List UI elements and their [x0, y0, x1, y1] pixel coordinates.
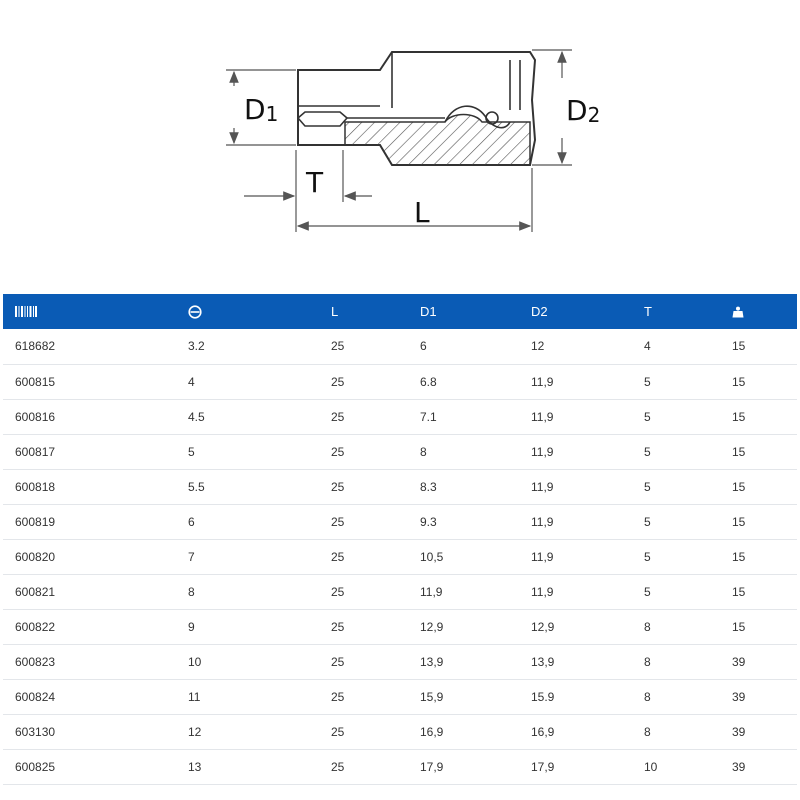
- socket-drawing: [0, 0, 800, 260]
- cell-t: 5: [632, 469, 720, 504]
- cell-d2: 17,9: [519, 749, 632, 784]
- cell-d1: 6: [408, 329, 519, 364]
- column-header-t: T: [644, 304, 652, 319]
- column-header-d1: D1: [420, 304, 437, 319]
- cell-weight: 15: [720, 364, 797, 399]
- cell-size: 12: [176, 714, 319, 749]
- cell-d1: 7.1: [408, 399, 519, 434]
- cell-d2: 11,9: [519, 434, 632, 469]
- cell-size: 13: [176, 749, 319, 784]
- cell-weight: 39: [720, 749, 797, 784]
- table-row: [3, 329, 797, 364]
- cell-size: 5.5: [176, 469, 319, 504]
- cell-weight: 15: [720, 469, 797, 504]
- table-row: [3, 609, 797, 644]
- table-row: [3, 434, 797, 469]
- column-header-weight: [720, 294, 797, 329]
- cell-weight: 15: [720, 539, 797, 574]
- column-header-size: [176, 294, 319, 329]
- table-row: [3, 469, 797, 504]
- cell-t: 5: [632, 434, 720, 469]
- cell-size: 5: [176, 434, 319, 469]
- cell-d2: 11,9: [519, 364, 632, 399]
- cell-weight: 15: [720, 609, 797, 644]
- cell-d1: 12,9: [408, 609, 519, 644]
- cell-weight: 15: [720, 574, 797, 609]
- barcode-icon: [15, 304, 37, 320]
- cell-code: 600823: [3, 644, 176, 679]
- cell-code: 600818: [3, 469, 176, 504]
- hex-size-icon: [188, 304, 202, 320]
- cell-weight: 15: [720, 504, 797, 539]
- cell-size: 8: [176, 574, 319, 609]
- cell-t: 5: [632, 364, 720, 399]
- cell-d1: 13,9: [408, 644, 519, 679]
- table-row: [3, 364, 797, 399]
- cell-d2: 12,9: [519, 609, 632, 644]
- cell-code: 600822: [3, 609, 176, 644]
- cell-t: 8: [632, 714, 720, 749]
- cell-code: 600816: [3, 399, 176, 434]
- cell-t: 5: [632, 504, 720, 539]
- cell-weight: 39: [720, 679, 797, 714]
- cell-d1: 8: [408, 434, 519, 469]
- table-row: [3, 574, 797, 609]
- cell-l: 25: [319, 574, 408, 609]
- cell-t: 5: [632, 399, 720, 434]
- cell-d2: 11,9: [519, 539, 632, 574]
- cell-t: 8: [632, 679, 720, 714]
- cell-code: 600819: [3, 504, 176, 539]
- cell-code: 600820: [3, 539, 176, 574]
- table-header-row: [3, 294, 797, 329]
- column-header-d2: D2: [531, 304, 548, 319]
- cell-code: 600824: [3, 679, 176, 714]
- column-header-code: [3, 294, 176, 329]
- cell-weight: 15: [720, 399, 797, 434]
- specification-table: [3, 294, 797, 785]
- cell-d1: 9.3: [408, 504, 519, 539]
- cell-size: 7: [176, 539, 319, 574]
- cell-d2: 11,9: [519, 504, 632, 539]
- cell-l: 25: [319, 434, 408, 469]
- cell-weight: 39: [720, 644, 797, 679]
- cell-l: 25: [319, 364, 408, 399]
- d1-label: D1: [244, 93, 279, 126]
- cell-d1: 17,9: [408, 749, 519, 784]
- cell-size: 9: [176, 609, 319, 644]
- cell-size: 11: [176, 679, 319, 714]
- cell-t: 5: [632, 539, 720, 574]
- cell-code: 600815: [3, 364, 176, 399]
- cell-l: 25: [319, 399, 408, 434]
- cell-l: 25: [319, 469, 408, 504]
- table-row: [3, 504, 797, 539]
- cell-d1: 11,9: [408, 574, 519, 609]
- cell-d1: 16,9: [408, 714, 519, 749]
- cell-d2: 13,9: [519, 644, 632, 679]
- cell-weight: 39: [720, 714, 797, 749]
- weight-icon: [732, 304, 744, 320]
- cell-code: 600821: [3, 574, 176, 609]
- cell-l: 25: [319, 644, 408, 679]
- cell-d2: 11,9: [519, 399, 632, 434]
- cell-d2: 11,9: [519, 469, 632, 504]
- table-row: [3, 644, 797, 679]
- cell-l: 25: [319, 679, 408, 714]
- cell-t: 5: [632, 574, 720, 609]
- cell-d1: 6.8: [408, 364, 519, 399]
- table-row: [3, 679, 797, 714]
- cell-t: 4: [632, 329, 720, 364]
- cell-code: 603130: [3, 714, 176, 749]
- cell-d1: 15,9: [408, 679, 519, 714]
- cell-l: 25: [319, 329, 408, 364]
- table-row: [3, 749, 797, 784]
- table-row: [3, 539, 797, 574]
- t-label: T: [306, 166, 324, 199]
- cell-weight: 15: [720, 329, 797, 364]
- cell-l: 25: [319, 714, 408, 749]
- table-row: [3, 714, 797, 749]
- cell-size: 6: [176, 504, 319, 539]
- cell-d1: 8.3: [408, 469, 519, 504]
- cell-d2: 15.9: [519, 679, 632, 714]
- socket-dimension-diagram: [0, 0, 800, 260]
- cell-t: 10: [632, 749, 720, 784]
- column-header-l: L: [331, 304, 339, 319]
- cell-d2: 12: [519, 329, 632, 364]
- table-row: [3, 399, 797, 434]
- cell-size: 3.2: [176, 329, 319, 364]
- d2-label: D2: [566, 94, 601, 127]
- cell-d1: 10,5: [408, 539, 519, 574]
- cell-d2: 16,9: [519, 714, 632, 749]
- cell-code: 600825: [3, 749, 176, 784]
- cell-code: 618682: [3, 329, 176, 364]
- cell-l: 25: [319, 504, 408, 539]
- cell-t: 8: [632, 609, 720, 644]
- cell-size: 4.5: [176, 399, 319, 434]
- cell-size: 4: [176, 364, 319, 399]
- cell-l: 25: [319, 749, 408, 784]
- cell-d2: 11,9: [519, 574, 632, 609]
- cell-t: 8: [632, 644, 720, 679]
- cell-l: 25: [319, 609, 408, 644]
- cell-l: 25: [319, 539, 408, 574]
- cell-weight: 15: [720, 434, 797, 469]
- cell-size: 10: [176, 644, 319, 679]
- section-hatching: [345, 115, 530, 166]
- l-label: L: [414, 196, 430, 229]
- cell-code: 600817: [3, 434, 176, 469]
